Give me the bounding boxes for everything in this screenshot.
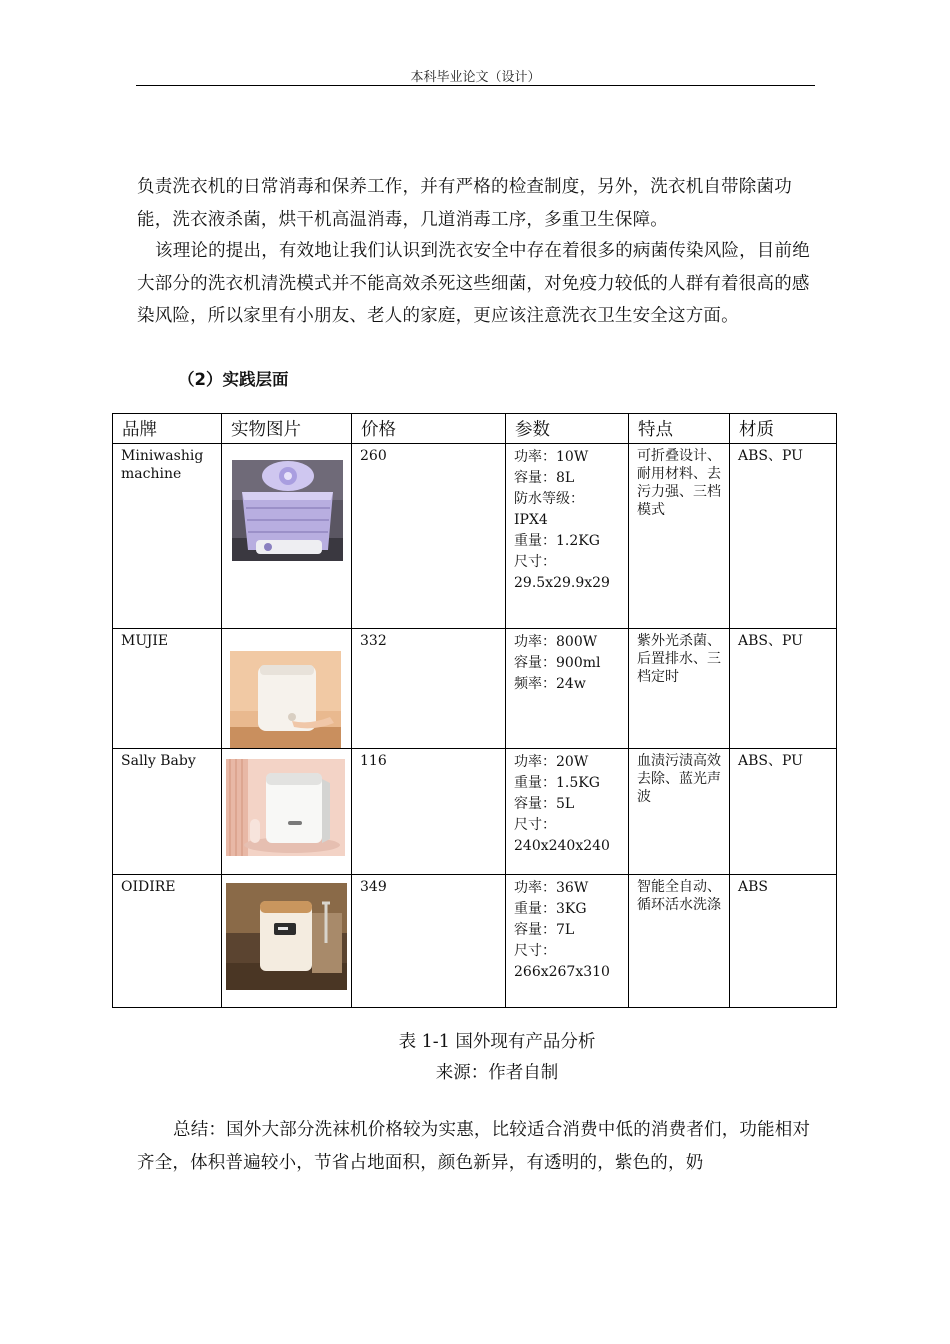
header-material: 材质 [730, 414, 837, 444]
section-subheading: （2）实践层面 [178, 370, 289, 389]
image-cell [222, 629, 352, 749]
white-grey-washer-photo [226, 759, 345, 856]
price-cell: 332 [352, 629, 506, 749]
image-cell [222, 875, 352, 1008]
feature-cell: 血渍污渍高效去除、蓝光声波 [629, 749, 730, 875]
param-capacity: 容量：900ml [514, 655, 601, 671]
table-header-row [113, 414, 837, 444]
table-row [113, 444, 837, 629]
brand-cell: Sally Baby [113, 749, 222, 875]
feature-cell: 可折叠设计、耐用材料、去污力强、三档模式 [629, 444, 730, 629]
params-cell [506, 444, 629, 629]
header-image: 实物图片 [222, 414, 352, 444]
material-cell: ABS、PU [730, 444, 837, 629]
paragraph-1: 负责洗衣机的日常消毒和保养工作，并有严格的检查制度，另外，洗衣机自带除菌功能，洗衣液杀菌，烘干机高温消毒，几道消毒工序，多重卫生保障。 [137, 177, 792, 230]
table-row [113, 875, 837, 1008]
param-waterproof-value: IPX4 [514, 512, 548, 528]
param-size-value: 266x267x310 [514, 964, 610, 980]
feature-cell: 紫外光杀菌、后置排水、三档定时 [629, 629, 730, 749]
header-price: 价格 [352, 414, 506, 444]
brand-cell: MUJIE [113, 629, 222, 749]
param-size-value: 240x240x240 [514, 838, 610, 854]
table-row [113, 629, 837, 749]
param-capacity: 容量：8L [514, 470, 575, 486]
brand-cell: Miniwashig machine [113, 444, 222, 629]
image-cell [222, 444, 352, 629]
params-cell [506, 749, 629, 875]
param-size-value: 29.5x29.9x29 [514, 575, 610, 591]
price-cell: 116 [352, 749, 506, 875]
param-capacity: 容量：7L [514, 922, 575, 938]
material-cell: ABS、PU [730, 749, 837, 875]
param-power: 功率：36W [514, 880, 589, 896]
table-source: 来源：作者自制 [435, 1063, 559, 1083]
page-header: 本科毕业论文（设计） [410, 70, 541, 85]
product-analysis-table [112, 413, 837, 1008]
param-power: 功率：800W [514, 634, 598, 650]
cream-wood-washer-photo [226, 883, 347, 990]
brand-cell: OIDIRE [113, 875, 222, 1008]
param-frequency: 频率：24w [514, 676, 586, 692]
param-power: 功率：20W [514, 754, 589, 770]
table-caption: 表 1-1 国外现有产品分析 [398, 1032, 596, 1052]
param-waterproof: 防水等级： [514, 491, 584, 507]
price-cell: 260 [352, 444, 506, 629]
purple-foldable-washer-photo [232, 460, 343, 561]
param-weight: 重量：3KG [514, 901, 587, 917]
param-size: 尺寸： [514, 554, 556, 570]
param-capacity: 容量：5L [514, 796, 575, 812]
header-params: 参数 [506, 414, 629, 444]
params-cell [506, 875, 629, 1008]
params-cell [506, 629, 629, 749]
header-features: 特点 [629, 414, 730, 444]
price-cell: 349 [352, 875, 506, 1008]
material-cell: ABS [730, 875, 837, 1008]
material-cell: ABS、PU [730, 629, 837, 749]
table-row [113, 749, 837, 875]
param-size: 尺寸： [514, 943, 556, 959]
paragraph-2: 该理论的提出，有效地让我们认识到洗衣安全中存在着很多的病菌传染风险，目前绝大部分的洗衣机清洗模式并不能高效杀死这些细菌，对免疫力较低的人群有着很高的感染风险，所以家里有小朋友、老人的家庭，更应该注意洗衣卫生安全这方面。 [137, 241, 810, 326]
image-cell [222, 749, 352, 875]
feature-cell: 智能全自动、循环活水洗涤 [629, 875, 730, 1008]
param-power: 功率：10W [514, 449, 589, 465]
param-weight: 重量：1.2KG [514, 533, 600, 549]
param-size: 尺寸： [514, 817, 556, 833]
summary-paragraph: 总结：国外大部分洗袜机价格较为实惠，比较适合消费中低的消费者们，功能相对齐全，体积普遍较小，节省占地面积，颜色新异，有透明的，紫色的，奶 [137, 1120, 811, 1173]
header-rule [136, 85, 815, 86]
white-cube-washer-photo [230, 651, 341, 748]
header-brand: 品牌 [113, 414, 222, 444]
param-weight: 重量：1.5KG [514, 775, 600, 791]
